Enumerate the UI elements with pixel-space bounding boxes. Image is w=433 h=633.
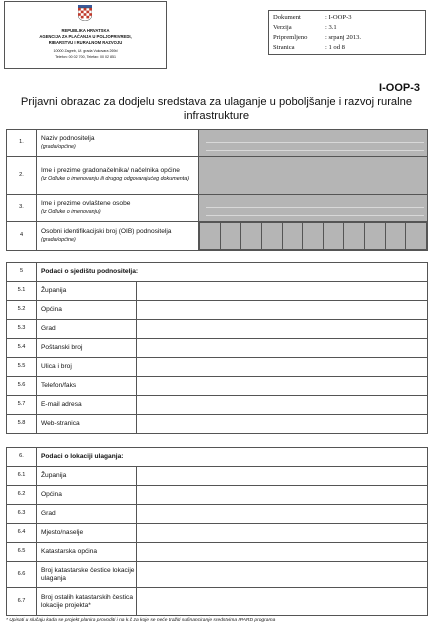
agency-name-line-3: RIBARSTVU I RURALNOM RAZVOJU [48, 40, 123, 45]
table-row [7, 467, 428, 486]
agency-logo-box [4, 1, 167, 69]
row-label: Osobni identifikacijski broj (OIB) podnositelja (grada/općine) [37, 222, 199, 251]
row-number: 5.2 [7, 301, 37, 320]
location-municipality-field[interactable] [137, 486, 428, 505]
seat-table [6, 262, 428, 434]
row-number: 6.7 [7, 588, 37, 616]
email-field[interactable] [137, 396, 428, 415]
row-label: E-mail adresa [37, 396, 137, 415]
mayor-name-field[interactable] [199, 157, 428, 195]
settlement-field[interactable] [137, 524, 428, 543]
row-number: 5.8 [7, 415, 37, 434]
row-label: Ulica i broj [37, 358, 137, 377]
oib-digit-box[interactable] [200, 223, 221, 250]
table-row [7, 505, 428, 524]
row-label: Poštanski broj [37, 339, 137, 358]
cadastral-parcel-field[interactable] [137, 562, 428, 588]
table-row [7, 320, 428, 339]
street-field[interactable] [137, 358, 428, 377]
row-label: Ime i prezime gradonačelnika/ načelnika općine (iz Odluke o imenovanju ili drugog odgovarajućeg dokumenta) [37, 157, 199, 195]
row-label: Županija [37, 467, 137, 486]
footnote: * Upisati u slučaju kada se projekt planira provoditi i na k.č za koje se neće tražiti sufinanciranje sredstvima IPARD programa [6, 618, 276, 623]
table-row [7, 222, 428, 251]
other-parcels-field[interactable] [137, 588, 428, 616]
website-field[interactable] [137, 415, 428, 434]
oib-digit-box[interactable] [220, 223, 241, 250]
table-row [7, 448, 428, 467]
oib-digit-box[interactable] [241, 223, 262, 250]
phone-fax-field[interactable] [137, 377, 428, 396]
location-city-field[interactable] [137, 505, 428, 524]
row-number: 5.5 [7, 358, 37, 377]
row-label: Grad [37, 320, 137, 339]
row-number: 6.1 [7, 467, 37, 486]
agency-contact: Telefon: 00 02 700, Telefax: 00 02 851 [55, 55, 116, 59]
row-number: 4 [7, 222, 37, 251]
section-heading: Podaci o lokaciji ulaganja: [37, 448, 428, 467]
row-label: Općina [37, 486, 137, 505]
oib-field[interactable] [199, 222, 428, 251]
oib-digit-box[interactable] [385, 223, 406, 250]
row-number: 5.3 [7, 320, 37, 339]
table-row [7, 130, 428, 157]
row-number: 1. [7, 130, 37, 157]
oib-digit-box[interactable] [344, 223, 365, 250]
croatian-coat-of-arms-icon [78, 5, 92, 21]
row-label: Grad [37, 505, 137, 524]
table-row [7, 562, 428, 588]
form-code: I-OOP-3 [379, 82, 420, 94]
row-number: 6.2 [7, 486, 37, 505]
row-number: 6.5 [7, 543, 37, 562]
section-number: 5 [7, 263, 37, 282]
oib-digit-box[interactable] [365, 223, 386, 250]
oib-digit-boxes [199, 222, 427, 250]
oib-digit-box[interactable] [406, 223, 427, 250]
location-table [6, 447, 428, 616]
row-number: 6.4 [7, 524, 37, 543]
postal-code-field[interactable] [137, 339, 428, 358]
row-label: Ime i prezime ovlaštene osobe (iz Odluke o imenovanju) [37, 195, 199, 222]
table-row [7, 486, 428, 505]
row-label: Broj ostalih katastarskih čestica lokacije projekta* [37, 588, 137, 616]
oib-digit-box[interactable] [323, 223, 344, 250]
row-label: Općina [37, 301, 137, 320]
municipality-field[interactable] [137, 301, 428, 320]
row-label: Naziv podnositelja (grada/općine) [37, 130, 199, 157]
row-label: Telefon/faks [37, 377, 137, 396]
table-row [7, 195, 428, 222]
applicant-name-field[interactable] [199, 130, 428, 157]
agency-name-line-2: AGENCIJA ZA PLAĆANJA U POLJOPRIVREDI, [39, 34, 132, 39]
section-heading: Podaci o sjedištu podnositelja: [37, 263, 428, 282]
form-title: Prijavni obrazac za dodjelu sredstava za ulaganje u poboljšanje i razvoj ruralne infrastrukture [20, 96, 413, 122]
table-row [7, 524, 428, 543]
table-row [7, 282, 428, 301]
city-field[interactable] [137, 320, 428, 339]
row-number: 5.4 [7, 339, 37, 358]
table-row [7, 339, 428, 358]
row-number: 3. [7, 195, 37, 222]
oib-digit-box[interactable] [261, 223, 282, 250]
row-number: 5.6 [7, 377, 37, 396]
row-label: Katastarska općina [37, 543, 137, 562]
document-info-box: Dokument : I-OOP-3 Verzija : 3.1 Pripremljeno : srpanj 2013. Stranica : 1 od 8 [268, 10, 426, 55]
table-row [7, 157, 428, 195]
row-label: Broj katastarske čestice lokacije ulaganja [37, 562, 137, 588]
oib-digit-box[interactable] [282, 223, 303, 250]
row-number: 5.7 [7, 396, 37, 415]
agency-address: 10000 Zagreb, Ul. grada Vukovara 269d [53, 49, 118, 53]
table-row [7, 588, 428, 616]
row-label: Županija [37, 282, 137, 301]
row-label: Mjesto/naselje [37, 524, 137, 543]
row-number: 6.3 [7, 505, 37, 524]
cadastral-municipality-field[interactable] [137, 543, 428, 562]
table-row [7, 263, 428, 282]
location-county-field[interactable] [137, 467, 428, 486]
table-row [7, 396, 428, 415]
agency-name-line-1: REPUBLIKA HRVATSKA [61, 28, 110, 33]
table-row [7, 543, 428, 562]
table-row [7, 358, 428, 377]
section-number: 6. [7, 448, 37, 467]
oib-digit-box[interactable] [303, 223, 324, 250]
row-number: 6.6 [7, 562, 37, 588]
applicant-table [6, 129, 428, 251]
table-row [7, 415, 428, 434]
table-row [7, 377, 428, 396]
row-label: Web-stranica [37, 415, 137, 434]
row-number: 2. [7, 157, 37, 195]
table-row [7, 301, 428, 320]
row-number: 5.1 [7, 282, 37, 301]
county-field[interactable] [137, 282, 428, 301]
authorized-person-field[interactable] [199, 195, 428, 222]
